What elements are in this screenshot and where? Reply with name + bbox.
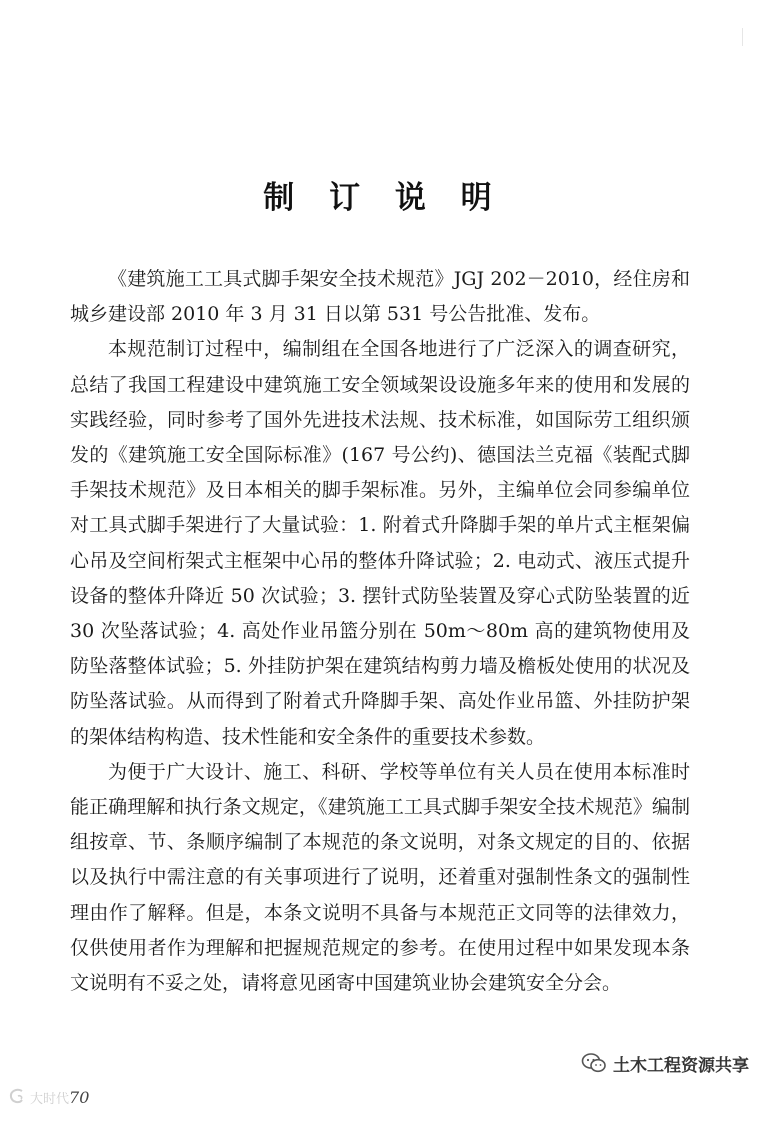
footer-left — [6, 1084, 89, 1110]
paragraph-1: 《建筑施工工具式脚手架安全技术规范》JGJ 202－2010，经住房和城乡建设部 2010 年 3 月 31 日以第 531 号公告批准、发布。 — [70, 268, 690, 326]
paragraph-3: 为便于广大设计、施工、科研、学校等单位有关人员在使用本标准时能正确理解和执行条文规定，《建筑施工工具式脚手架安全技术规范》编制组按章、节、条顺序编制了本规范的条文说明，对条文规定的目的、依据以及执行中需注意的有关事项进行了说明，还着重对强制性条文的强制性理由作了解释。但是，本条文说明不具备与本规范正文同等的法律效力，仅供使用者作为理解和把握规范规定的参考。在使用过程中如果发现本条文说明有不妥之处，请将意见函寄中国建筑业协会建筑安全分会。 — [70, 760, 690, 995]
footer-right — [581, 1050, 749, 1076]
right-watermark-text: 土木工程资源共享 — [613, 1055, 749, 1076]
left-watermark-text: 大时代 — [30, 1091, 70, 1107]
logo-swirl-icon — [6, 1086, 28, 1108]
paragraph-2: 本规范制订过程中，编制组在全国各地进行了广泛深入的调查研究，总结了我国工程建设中建筑施工安全领域架设设施多年来的使用和发展的实践经验，同时参考了国外先进技术法规、技术标准，如国际劳工组织颁发的《建筑施工安全国际标准》(167 号公约)、德国法兰克福《装配式脚手架技术规范》及日本相关的脚手架标准。另外，主编单位会同参编单位对工具式脚手架进行了大量试验：1. 附着式升降脚手架的单片式主框架偏心吊及空间桁架式主框架中心吊的整体升降试验；2. 电动式、液压式提升设备的整体升降近 50 次试验；3. 摆针式防坠装置及穿心式防坠装置的近 30 次坠落试验；4. 高处作业吊篮分别在 50m～80m 高的建筑物使用及防坠落整体试验；5. 外挂防护架在建筑结构剪力墙及檐板处使用的状况及防坠落试验。从而得到了附着式升降脚手架、高处作业吊篮、外挂防护架的架体结构构造、技术性能和安全条件的重要技术参数。 — [70, 338, 690, 748]
document-body — [70, 262, 690, 1001]
wechat-icon — [581, 1052, 607, 1074]
page-title: 制 订 说 明 — [263, 180, 504, 216]
page-number: 70 — [69, 1087, 90, 1107]
page-corner-mark — [742, 28, 761, 46]
